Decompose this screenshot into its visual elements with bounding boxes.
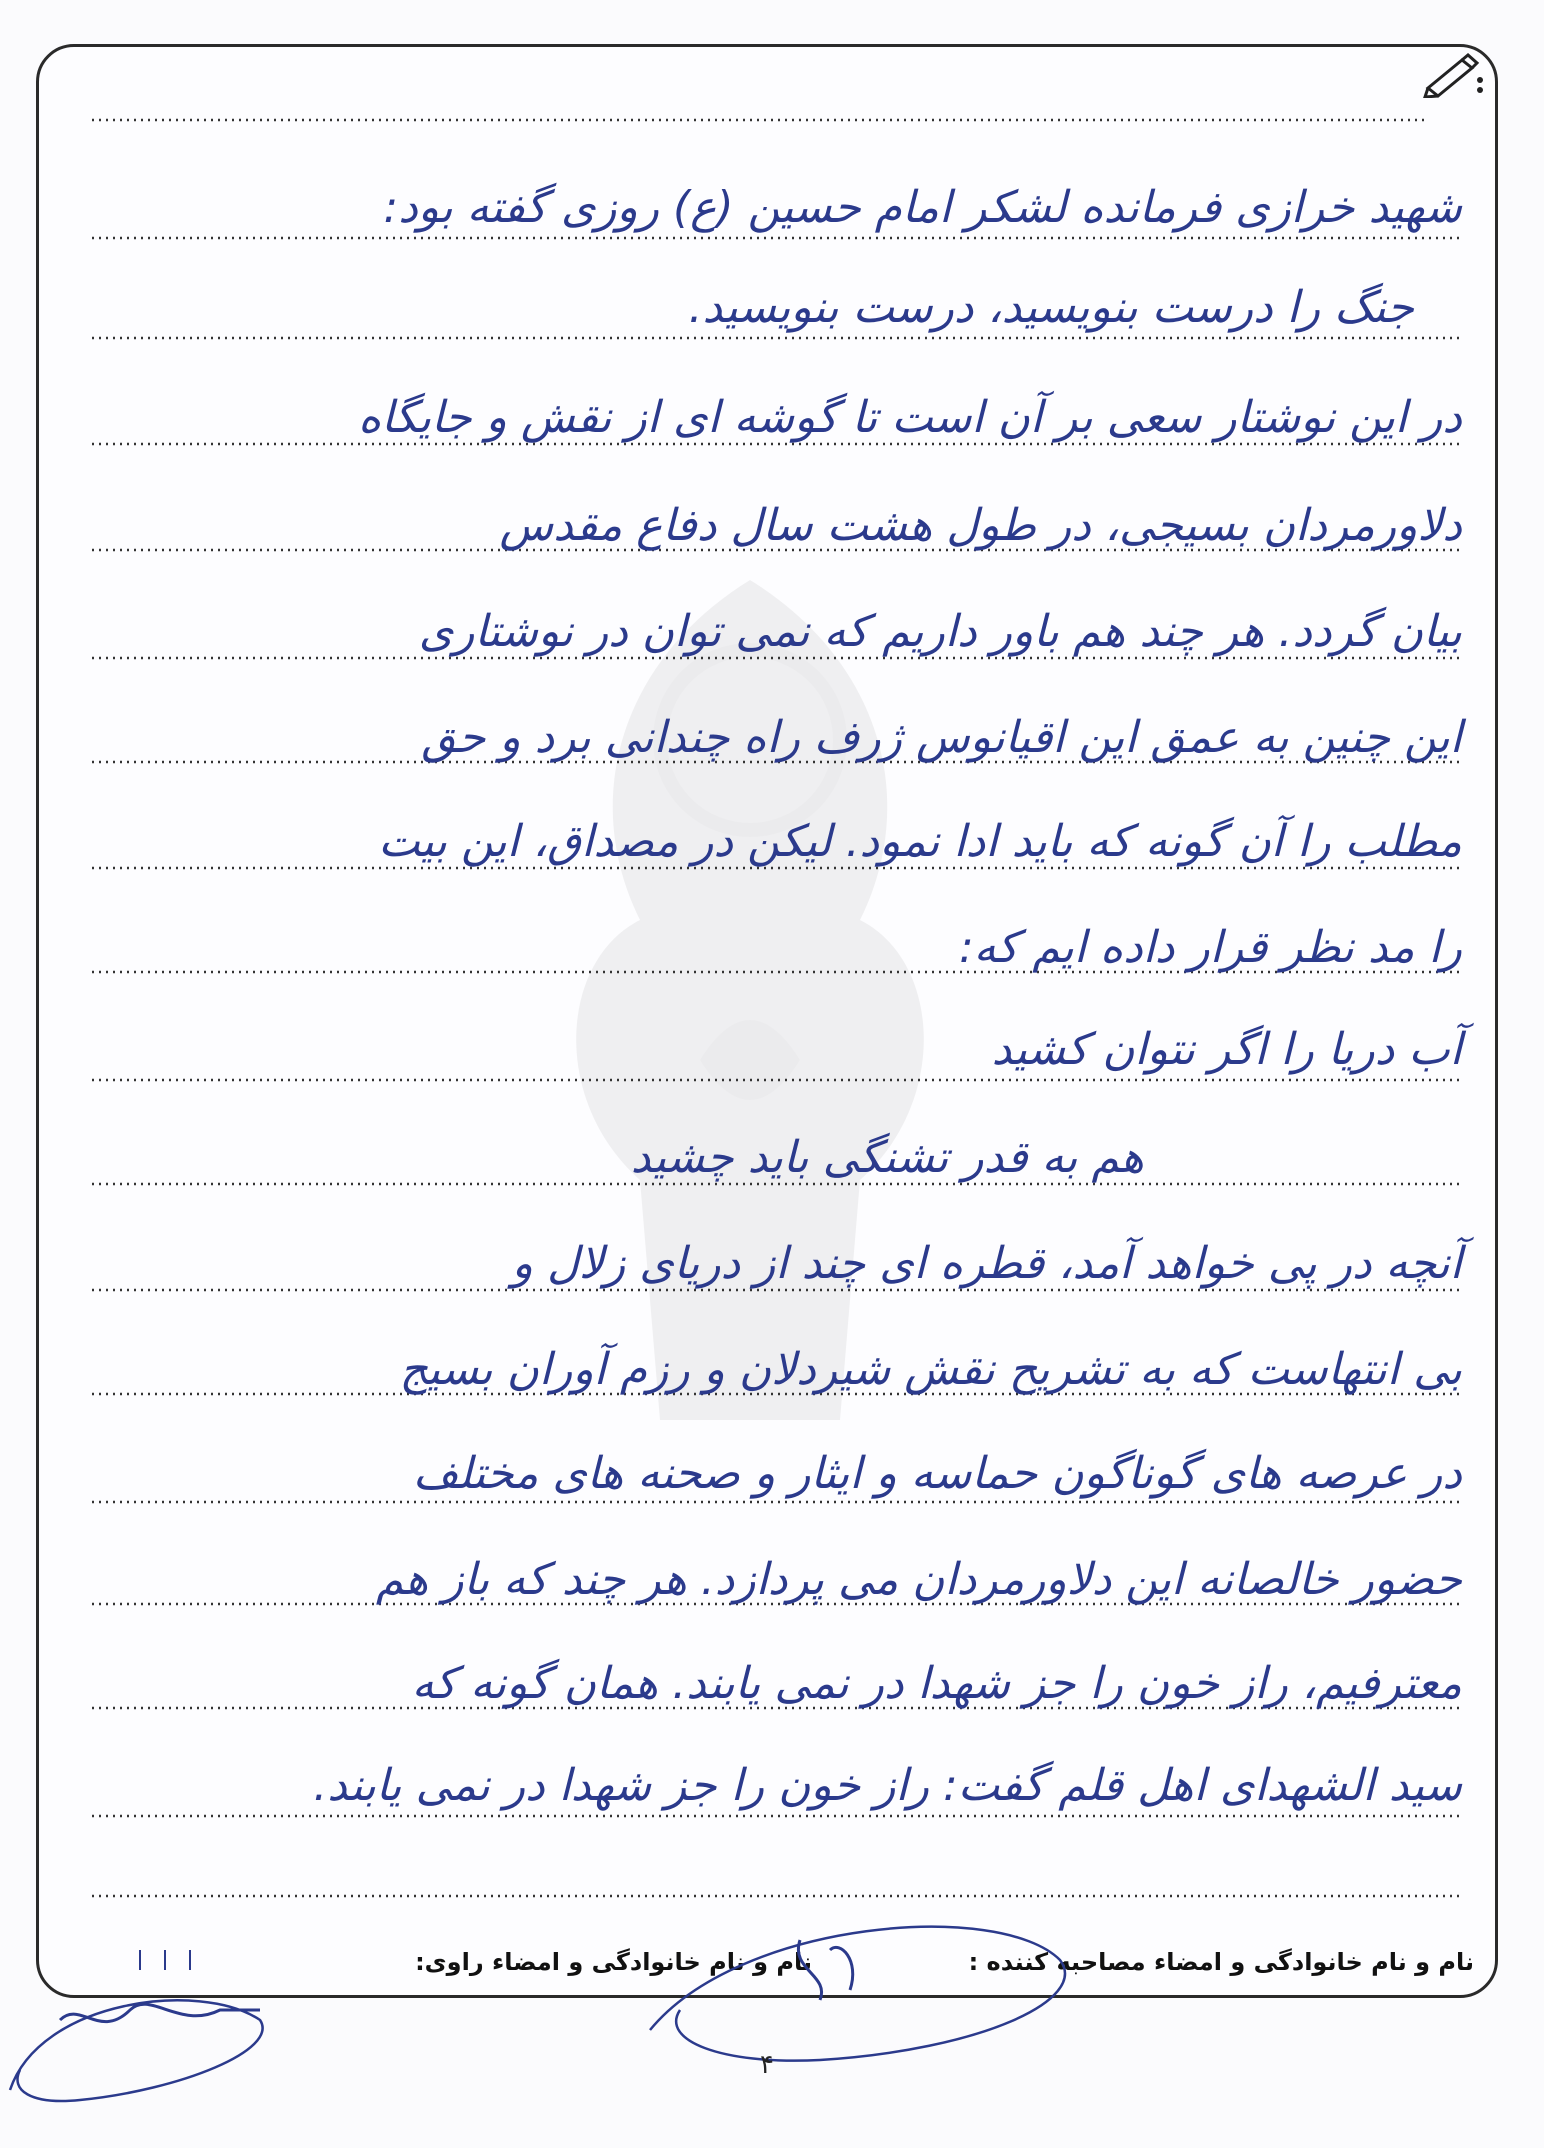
narrator-signature-label: نام و نام خانوادگی و امضاء راوی: [415,1948,812,1976]
text-line: دلاورمردان بسیجی، در طول هشت سال دفاع مقدس [499,500,1462,551]
page-number: ۴ [760,2050,774,2080]
text-line: سید الشهدای اهل قلم گفت: راز خون را جز شهدا در نمی یابند. [313,1760,1462,1811]
text-line: مطلب را آن گونه که باید ادا نمود. لیکن در مصداق، این بیت [378,816,1462,867]
text-line: جنگ را درست بنویسید، درست بنویسید. [688,282,1414,333]
text-line: در این نوشتار سعی بر آن است تا گوشه ای از نقش و جایگاه [358,392,1462,443]
text-line: در عرصه های گوناگون حماسه و ایثار و صحنه های مختلف [413,1448,1462,1499]
text-line: بیان گردد. هر چند هم باور داریم که نمی توان در نوشتاری [418,606,1462,657]
text-line: آب دریا را اگر نتوان کشید [991,1024,1462,1075]
interviewer-signature [620,1880,1100,2080]
interviewer-signature-label: نام و نام خانوادگی و امضاء مصاحبه کننده : [968,1948,1474,1976]
text-line: هم به قدر تشنگی باید چشید [630,1132,1144,1183]
text-line: را مد نظر قرار داده ایم که: [958,922,1462,973]
text-line: شهید خرازی فرمانده لشکر امام حسین (ع) روزی گفته بود: [383,182,1462,233]
text-line: این چنین به عمق این اقیانوس ژرف راه چندانی برد و حق [421,712,1462,763]
text-line: حضور خالصانه این دلاورمردان می پردازد. هر چند که باز هم [375,1554,1462,1605]
narrator-signature [0,1940,280,2130]
text-line: بی انتهاست که به تشریح نقش شیردلان و رزم آوران بسیج [399,1344,1462,1395]
text-line: معترفیم، راز خون را جز شهدا در نمی یابند. همان گونه که [411,1658,1462,1709]
text-line: آنچه در پی خواهد آمد، قطره ای چند از دریای زلال و [511,1238,1462,1289]
